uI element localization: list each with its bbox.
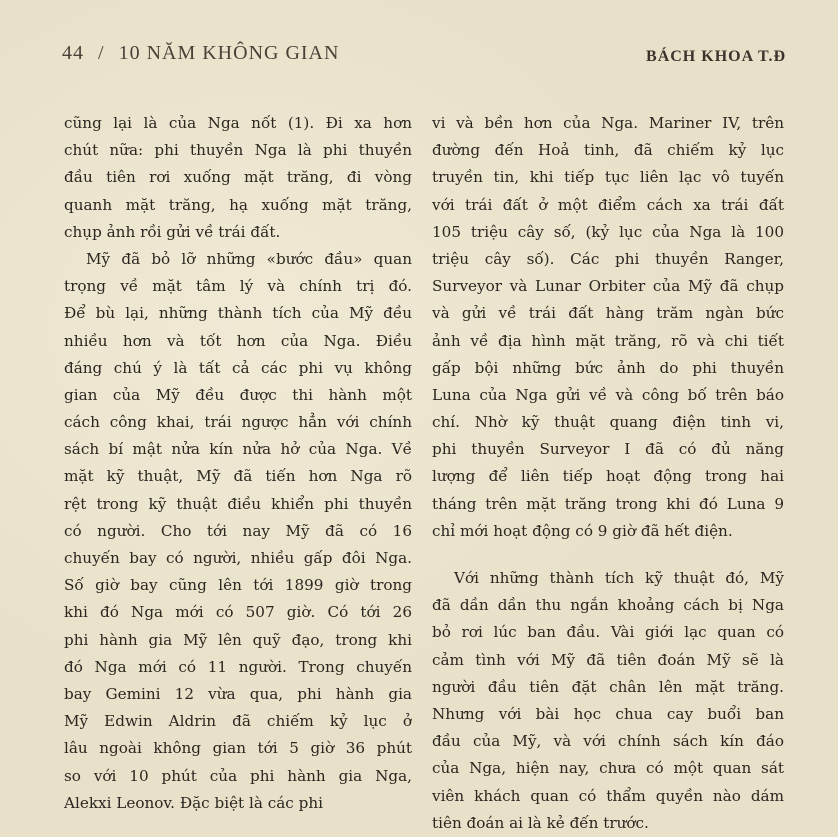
- text-line: triệu cây số). Các phi thuyền Ranger,: [432, 249, 784, 268]
- text-line: tiên đoán ai là kẻ đến trước.: [432, 813, 649, 832]
- text-line: phi hành gia Mỹ lên quỹ đạo, trong khi: [64, 630, 412, 649]
- text-line: quanh mặt trăng, hạ xuống mặt trăng,: [64, 195, 412, 214]
- text-line: có người. Cho tới nay Mỹ đã có 16: [64, 521, 412, 540]
- text-line: mặt kỹ thuật, Mỹ đã tiến hơn Nga rõ: [64, 467, 412, 486]
- running-head-left: [62, 42, 339, 65]
- text-line: chuyến bay có người, nhiều gấp đôi Nga.: [64, 549, 412, 567]
- text-line: chí. Nhờ kỹ thuật quang điện tinh vi,: [432, 413, 784, 432]
- text-line: đã dần dần thu ngắn khoảng cách bị Nga: [432, 596, 784, 615]
- text-line: so với 10 phút của phi hành gia Nga,: [64, 766, 412, 785]
- text-line: Số giờ bay cũng lên tới 1899 giờ trong: [64, 576, 412, 595]
- text-line: nhiều hơn và tốt hơn của Nga. Điều: [64, 331, 412, 350]
- text-line: trọng về mặt tâm lý và chính trị đó.: [64, 277, 412, 296]
- text-line: Mỹ đã bỏ lỡ những «bước đầu» quan: [86, 249, 412, 268]
- text-line: cảm tình với Mỹ đã tiên đoán Mỹ sẽ là: [432, 650, 784, 669]
- text-line: ảnh về địa hình mặt trăng, rõ và chi tiết: [432, 331, 784, 350]
- text-line: phi thuyền Surveyor I đã có đủ năng: [432, 440, 784, 459]
- text-line: của Nga, hiện nay, chưa có một quan sát: [432, 759, 784, 778]
- text-line: chụp ảnh rồi gửi về trái đất.: [64, 222, 281, 241]
- text-line: Nhưng với bài học chua cay buổi ban: [432, 704, 784, 723]
- text-line: viên khách quan có thẩm quyền nào dám: [432, 786, 784, 805]
- text-line: bay Gemini 12 vừa qua, phi hành gia: [64, 684, 412, 703]
- text-line: 105 triệu cây số, (kỷ lục của Nga là 100: [432, 222, 784, 241]
- text-line: sách bí mật nửa kín nửa hở của Nga. Về: [64, 440, 412, 459]
- text-line: Với những thành tích kỹ thuật đó, Mỹ: [454, 569, 784, 587]
- text-line: đáng chú ý là tất cả các phi vụ không: [64, 358, 412, 377]
- text-line: Mỹ Edwin Aldrin đã chiếm kỷ lục ở: [64, 712, 412, 731]
- text-line: vi và bền hơn của Nga. Mariner IV, trên: [432, 114, 784, 132]
- text-line: rệt trong kỹ thuật điều khiển phi thuyền: [64, 494, 412, 513]
- text-line: người đầu tiên đặt chân lên mặt trăng.: [432, 677, 784, 696]
- text-line: Luna của Nga gửi về và công bố trên báo: [432, 385, 784, 404]
- text-line: Alekxi Leonov. Đặc biệt là các phi: [64, 793, 323, 812]
- text-line: Surveyor và Lunar Orbiter của Mỹ đã chụp: [432, 277, 784, 296]
- text-line: và gửi về trái đất hàng trăm ngàn bức: [432, 304, 784, 323]
- text-line: cách công khai, trái ngược hẳn với chính: [64, 413, 412, 432]
- right-column: [432, 110, 784, 837]
- text-line: truyền tin, khi tiếp tục liên lạc vô tuyến: [432, 168, 784, 187]
- text-line: gấp bội những bức ảnh do phi thuyền: [432, 358, 784, 377]
- text-line: lượng để liên tiếp hoạt động trong hai: [432, 467, 784, 486]
- text-line: khi đó Nga mới có 507 giờ. Có tới 26: [64, 603, 412, 622]
- section-title: 10 NĂM KHÔNG GIAN: [118, 42, 340, 64]
- text-line: đầu của Mỹ, và với chính sách kín đáo: [432, 732, 784, 751]
- text-line: chút nữa: phi thuyền Nga là phi thuyền: [64, 141, 412, 160]
- page-number: 44: [62, 42, 84, 64]
- text-line: Để bù lại, những thành tích của Mỹ đều: [64, 304, 412, 323]
- text-line: đó Nga mới có 11 người. Trong chuyến: [64, 657, 412, 676]
- text-line: đường đến Hoả tinh, đã chiếm kỷ lục: [432, 141, 784, 160]
- text-line: bỏ rơi lúc ban đầu. Vài giới lạc quan có: [432, 623, 784, 642]
- text-line: chỉ mới hoạt động có 9 giờ đã hết điện.: [432, 521, 733, 540]
- header-separator: /: [98, 42, 105, 64]
- text-line: gian của Mỹ đều được thi hành một: [64, 385, 412, 404]
- paragraph-gap: [432, 545, 784, 565]
- text-line: tháng trên mặt trăng trong khi đó Luna 9: [432, 494, 784, 513]
- text-line: lâu ngoài không gian tới 5 giờ 36 phút: [64, 739, 412, 758]
- text-line: đầu tiên rơi xuống mặt trăng, đi vòng: [64, 168, 412, 187]
- page-header: [62, 40, 786, 70]
- text-line: với trái đất ở một điểm cách xa trái đất: [432, 195, 784, 214]
- text-line: cũng lại là của Nga nốt (1). Đi xa hơn: [64, 114, 412, 132]
- publication-title: BÁCH KHOA T.Đ: [646, 48, 786, 65]
- left-column: [64, 110, 412, 817]
